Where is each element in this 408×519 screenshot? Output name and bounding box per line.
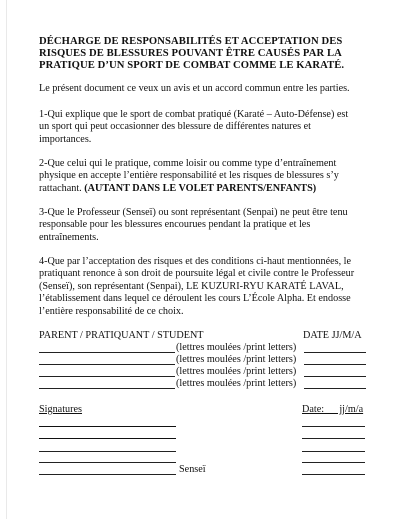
clause-4-line-4: l’établissement dans lequel ce déroulent les cours L’École Alpha. Et endosse — [39, 293, 351, 305]
signature-date-field[interactable] — [302, 438, 365, 439]
title-line-2: RISQUES DE BLESSURES POUVANT ÊTRE CAUSÉS PAR LA — [39, 48, 342, 59]
intro-text: Le présent document ce veux un avis et un accord commun entre les parties. — [39, 83, 350, 94]
date-header: DATE JJ/M/A — [303, 330, 362, 341]
clause-4-line-5: l’entière responsabilité de ce choix. — [39, 305, 184, 317]
clause-1-line-1: 1-Qui explique que le sport de combat pratiqué (Karaté – Auto-Défense) est — [39, 109, 349, 120]
date-field[interactable] — [304, 388, 366, 389]
signature-date-field[interactable] — [302, 451, 365, 452]
print-letters-hint: (lettres moulées /print letters) — [176, 378, 297, 389]
clause-3-line-3: entraînements. — [39, 231, 99, 243]
sensei-label: Senseï — [179, 464, 206, 475]
clause-1-line-2: un sport qui peut occasionner des blessure de différentes natures et — [39, 121, 311, 133]
print-letters-hint: (lettres moulées /print letters) — [176, 366, 297, 377]
signature-date-label: Date: jj/m/a — [302, 404, 364, 415]
print-letters-hint: (lettres moulées /print letters) — [176, 354, 297, 365]
clause-3-line-1: 3-Que le Professeur (Senseï) ou sont représentant (Senpai) ne peut être tenu — [39, 207, 348, 218]
name-field[interactable] — [39, 388, 175, 389]
clause-2-line-1: 2-Que celui qui le pratique, comme loisir ou comme type d’entraînement — [39, 158, 337, 169]
signature-date-field[interactable] — [302, 474, 365, 475]
participant-row — [39, 354, 369, 366]
date-field[interactable] — [304, 352, 366, 353]
print-letters-hint: (lettres moulées /print letters) — [176, 342, 297, 353]
sensei-signature-field[interactable] — [39, 474, 176, 475]
clause-2-emphasis: (AUTANT DANS LE VOLET PARENTS/ENFANTS) — [84, 182, 317, 194]
clause-4-line-1: 4-Que par l’acceptation des risques et des conditions ci-haut mentionnées, le — [39, 256, 352, 267]
participant-row — [39, 342, 369, 354]
clause-4 — [39, 256, 379, 318]
clause-2-line-2: physique en accepte l’entière responsabilité et les risques de blessures s’y — [39, 170, 339, 182]
clause-1-line-3: importances. — [39, 133, 92, 145]
clause-4-line-2: pratiquant renonce à son droit de poursuite légal et civile contre le Professeur — [39, 268, 355, 280]
clause-2-line-3-text: rattachant. — [39, 182, 85, 194]
name-field[interactable] — [39, 364, 175, 365]
participant-row — [39, 366, 369, 378]
clause-4-line-3: (Senseï), son représentant (Senpai), LE KUZURI-RYU KARATÉ LAVAL, — [39, 280, 344, 292]
title-line-3: PRATIQUE D’UN SPORT DE COMBAT COMME LE KARATÉ. — [39, 60, 345, 71]
date-field[interactable] — [304, 364, 366, 365]
clause-3-line-2: responsable pour les blessures encourues pendant la pratique et les — [39, 219, 311, 231]
name-field[interactable] — [39, 352, 175, 353]
signature-field[interactable] — [39, 451, 176, 452]
document-title — [39, 36, 379, 72]
signature-date-field[interactable] — [302, 462, 365, 463]
signatures-label: Signatures — [39, 404, 83, 415]
signature-field[interactable] — [39, 426, 176, 427]
title-line-1: DÉCHARGE DE RESPONSABILITÉS ET ACCEPTATION DES — [39, 36, 343, 47]
clause-2-line-3 — [39, 183, 379, 195]
signature-field[interactable] — [39, 462, 176, 463]
clause-1 — [39, 109, 379, 146]
clause-2 — [39, 158, 379, 195]
signature-date-field[interactable] — [302, 426, 365, 427]
participant-row — [39, 378, 369, 390]
page-edge — [6, 0, 7, 519]
signature-field[interactable] — [39, 438, 176, 439]
participant-header: PARENT / PRATIQUANT / STUDENT — [39, 330, 204, 341]
date-field[interactable] — [304, 376, 366, 377]
intro-paragraph — [39, 83, 379, 95]
name-field[interactable] — [39, 376, 175, 377]
clause-3 — [39, 207, 379, 244]
